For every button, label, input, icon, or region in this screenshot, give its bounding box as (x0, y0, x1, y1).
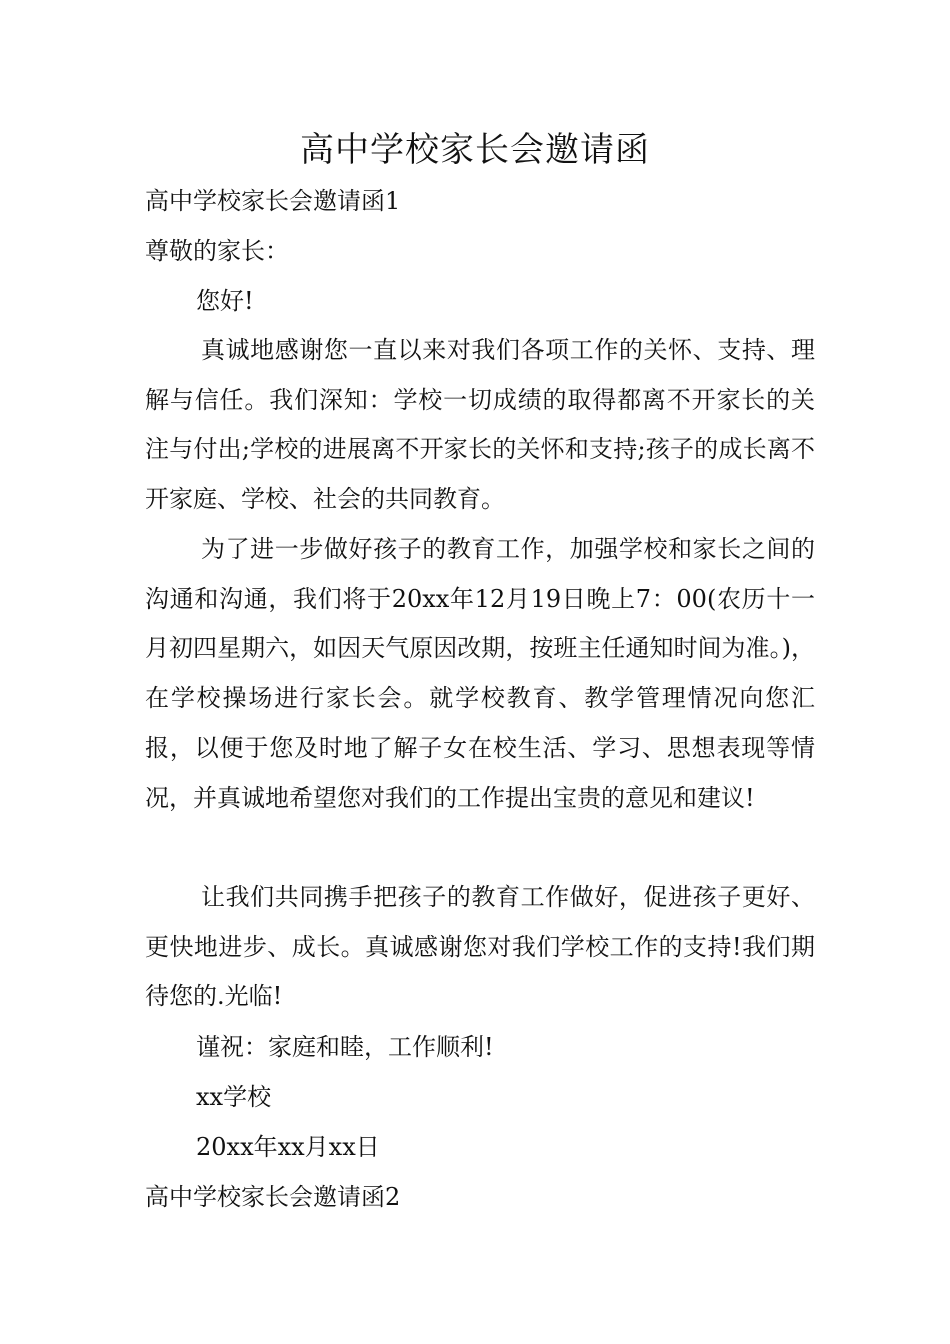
section-1-heading: 高中学校家长会邀请函1 (145, 187, 401, 215)
paragraph-meeting-details: 为了进一步做好孩子的教育工作，加强学校和家长之间的沟通和沟通，我们将于20xx年12月19日晚上7：00(农历十一月初四星期六，如因天气原因改期，按班主任通知时间为准。)，在学校操场进行家长会。就学校教育、教学管理情况向您汇报，以便于您及时地了解子女在校生活、学习、思想表现等情况，并真诚地希望您对我们的工作提出宝贵的意见和建议! (145, 535, 815, 812)
section-2-heading: 高中学校家长会邀请函2 (145, 1183, 401, 1211)
greeting: 您好! (196, 287, 254, 315)
paragraph-appreciation: 真诚地感谢您一直以来对我们各项工作的关怀、支持、理解与信任。我们深知：学校一切成绩的取得都离不开家长的关注与付出;学校的进展离不开家长的关怀和支持;孩子的成长离不开家庭、学校、社会的共同教育。 (145, 336, 815, 514)
salutation: 尊敬的家长： (145, 237, 289, 265)
signature-school: xx学校 (196, 1083, 272, 1111)
paragraph-invitation: 让我们共同携手把孩子的教育工作做好，促进孩子更好、更快地进步、成长。真诚感谢您对我们学校工作的支持!我们期待您的.光临! (145, 883, 815, 1011)
closing-wishes: 谨祝：家庭和睦，工作顺利! (196, 1033, 494, 1061)
signature-date: 20xx年xx月xx日 (196, 1133, 380, 1161)
document-title: 高中学校家长会邀请函 (300, 130, 650, 170)
